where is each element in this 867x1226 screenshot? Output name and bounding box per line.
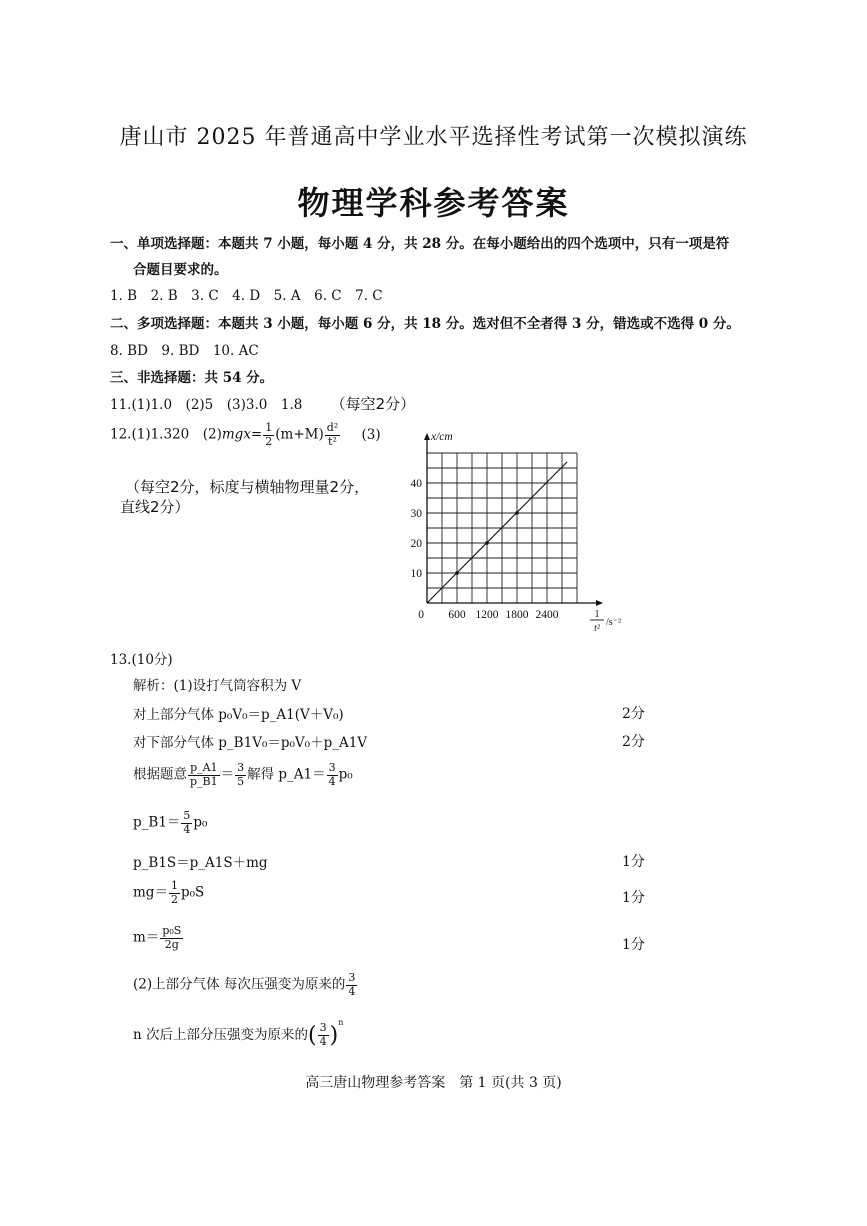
x-tick-label: 1800 (505, 609, 529, 621)
q13-power-exponent: n (338, 1018, 344, 1027)
data-point (455, 571, 459, 575)
q12-half-fraction: $\frac{1}{2}$ (265, 421, 273, 448)
q12-note-line2: 直线2分） (120, 498, 190, 516)
q13-line6-score: 1分 (622, 854, 645, 870)
q13-line5: p_B1＝ $\frac{5}{4}$ p₀ (133, 809, 208, 836)
q12-part1: 12.(1)1.320 (2) (110, 426, 222, 443)
q13-line7-score: 1分 (622, 890, 645, 906)
section2-answers: 8. BD 9. BD 10. AC (110, 343, 259, 359)
q13-line2-score: 2分 (622, 706, 645, 722)
x-axis-arrow (596, 600, 603, 606)
x-tick-label: 1200 (475, 609, 499, 621)
data-point (485, 541, 489, 545)
x-axis-label-denominator: t² (594, 623, 600, 634)
q12-d-fraction: $\frac{\text{d²}}{\text{t²}}$ (326, 421, 339, 448)
q11-text: 11.(1)1.0 (2)5 (3)3.0 1.8 (110, 397, 303, 413)
x-tick-label: 600 (448, 609, 466, 621)
q13-line10: n 次后上部分压强变为原来的( $\frac{3}{4}$ )$^n$ (133, 1018, 344, 1048)
q13-ratio-fraction: $\frac{p\_A1}{p\_B1}$ (190, 761, 218, 788)
q13-mass-fraction: $\frac{\text{p₀S}}{2g}$ (162, 924, 182, 951)
x-axis-label-unit: /s⁻² (606, 617, 621, 628)
q13-line4: 根据题意 $\frac{p\_A1}{p\_B1}$ ＝ $\frac{3}{5}$ 解得 p_A1＝ $\frac{3}{4}$ p₀ (133, 761, 353, 788)
section1-heading: 一、单项选择题：本题共 7 小题，每小题 4 分，共 28 分。在每小题给出的四个选项中，只有一项是符 (110, 236, 730, 252)
q13-three-quarters: $\frac{3}{4}$ (328, 761, 336, 788)
q13-heading: 13.(10分) (110, 652, 173, 668)
section1-answers: 1. B 2. B 3. C 4. D 5. A 6. C 7. C (110, 288, 383, 304)
q13-line8-score: 1分 (622, 937, 645, 953)
y-tick-label: 10 (410, 568, 422, 580)
page-title: 唐山市 2025 年普通高中学业水平选择性考试第一次模拟演练 (119, 125, 748, 150)
q13-line7: mg＝ $\frac{1}{2}$ p₀S (133, 879, 205, 906)
data-point (515, 511, 519, 515)
q12-part3: (3) (361, 426, 381, 443)
q13-line1: 解析：(1)设打气筒容积为 V (133, 678, 302, 694)
q13-line3-score: 2分 (622, 734, 645, 750)
q13-ratio-three-quarters: $\frac{3}{4}$ (348, 971, 356, 998)
section2-heading: 二、多项选择题：本题共 3 小题，每小题 6 分，共 18 分。选对但不全者得 3 分，错选或不选得 0 分。 (110, 316, 740, 332)
y-axis-arrow (424, 433, 430, 440)
y-tick-label: 40 (410, 478, 422, 490)
section1-heading-cont: 合题目要求的。 (133, 262, 228, 278)
q13-line8: m＝ $\frac{\text{p₀S}}{2g}$ (133, 924, 182, 951)
q13-line6: p_B1S＝p_A1S＋mg (133, 855, 268, 871)
q13-line2: 对上部分气体 p₀V₀＝p_A1(V＋V₀) (133, 707, 344, 723)
y-tick-label: 30 (410, 508, 422, 520)
q13-power-base: $\frac{3}{4}$ (319, 1021, 327, 1048)
q13-five-quarters: $\frac{5}{4}$ (183, 809, 191, 836)
page-footer: 高三唐山物理参考答案 第 1 页(共 3 页) (305, 1075, 562, 1091)
x-tick-label: 2400 (535, 609, 559, 621)
q12-eq-left: mgx= (221, 426, 263, 443)
x-axis-label-numerator: 1 (594, 609, 600, 620)
q13-three-fifths: $\frac{3}{5}$ (237, 761, 245, 788)
y-axis-label: x/cm (431, 431, 453, 443)
page-subtitle: 物理学科参考答案 (297, 184, 570, 222)
q12-note-line1: （每空2分，标度与横轴物理量2分， (125, 478, 370, 496)
q12-chart (395, 425, 635, 640)
q13-line3: 对下部分气体 p_B1V₀＝p₀V₀＋p_A1V (133, 735, 368, 751)
q12-eq-mid: (m+M) (275, 426, 324, 443)
q12-answers (110, 422, 381, 448)
origin-label: 0 (418, 609, 424, 621)
q13-half: $\frac{1}{2}$ (170, 879, 178, 906)
y-tick-label: 20 (410, 538, 422, 550)
q13-line9: (2)上部分气体 每次压强变为原来的 $\frac{3}{4}$ (133, 971, 356, 998)
section3-heading: 三、非选择题：共 54 分。 (110, 370, 274, 386)
q11-answers (110, 393, 415, 414)
q11-note: （每空2分） (330, 395, 416, 413)
